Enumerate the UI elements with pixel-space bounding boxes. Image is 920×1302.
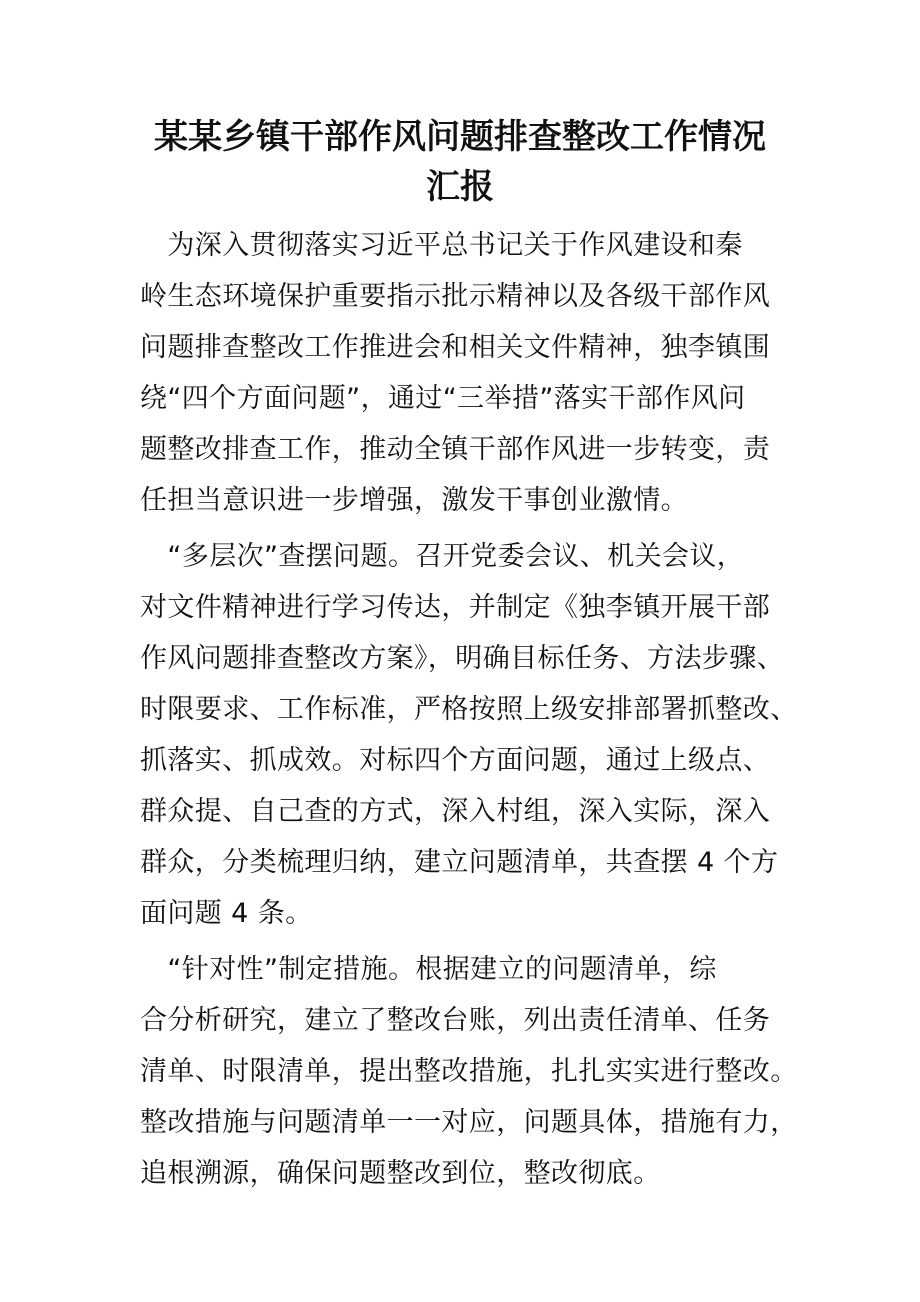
paragraph-1-line-3: 问题排查整改工作推进会和相关文件精神，独李镇围 [140, 332, 771, 363]
paragraph-1-line-5: 题整改排查工作，推动全镇干部作风进一步转变，责 [140, 434, 771, 465]
paragraph-2-line-6: 群众提、自己查的方式，深入村组，深入实际，深入 [140, 796, 771, 827]
document-title-line-2: 汇报 [426, 167, 494, 207]
paragraph-3-line-1: “针对性”制定措施。根据建立的问题清单，综 [140, 954, 717, 985]
document-title-line-1: 某某乡镇干部作风问题排查整改工作情况 [154, 117, 766, 157]
paragraph-3-line-3: 清单、时限清单，提出整改措施，扎扎实实进行整改。 [140, 1056, 798, 1087]
paragraph-1-line-4: 绕“四个方面问题”，通过“三举措”落实干部作风问 [140, 383, 746, 414]
paragraph-1-line-2: 岭生态环境保护重要指示批示精神以及各级干部作风 [140, 281, 771, 312]
paragraph-2-line-5: 抓落实、抓成效。对标四个方面问题，通过上级点、 [140, 745, 771, 776]
paragraph-2-line-4: 时限要求、工作标准，严格按照上级安排部署抓整改、 [140, 694, 798, 725]
paragraph-1-line-6: 任担当意识进一步增强，激发干事创业激情。 [140, 485, 688, 516]
paragraph-2-line-7: 群众，分类梳理归纳，建立问题清单，共查摆 4 个方 [140, 847, 779, 878]
paragraph-2-line-1: “多层次”查摆问题。召开党委会议、机关会议， [140, 541, 745, 572]
paragraph-1-line-1: 为深入贯彻落实习近平总书记关于作风建设和秦 [140, 230, 743, 261]
paragraph-2-line-8: 面问题 4 条。 [140, 898, 313, 929]
paragraph-3-line-5: 追根溯源，确保问题整改到位，整改彻底。 [140, 1158, 661, 1189]
paragraph-2-line-2: 对文件精神进行学习传达，并制定《独李镇开展干部 [140, 592, 771, 623]
paragraph-3-line-2: 合分析研究，建立了整改台账，列出责任清单、任务 [140, 1005, 771, 1036]
paragraph-2-line-3: 作风问题排查整改方案》，明确目标任务、方法步骤、 [140, 643, 785, 674]
paragraph-3-line-4: 整改措施与问题清单一一对应，问题具体，措施有力， [140, 1107, 798, 1138]
